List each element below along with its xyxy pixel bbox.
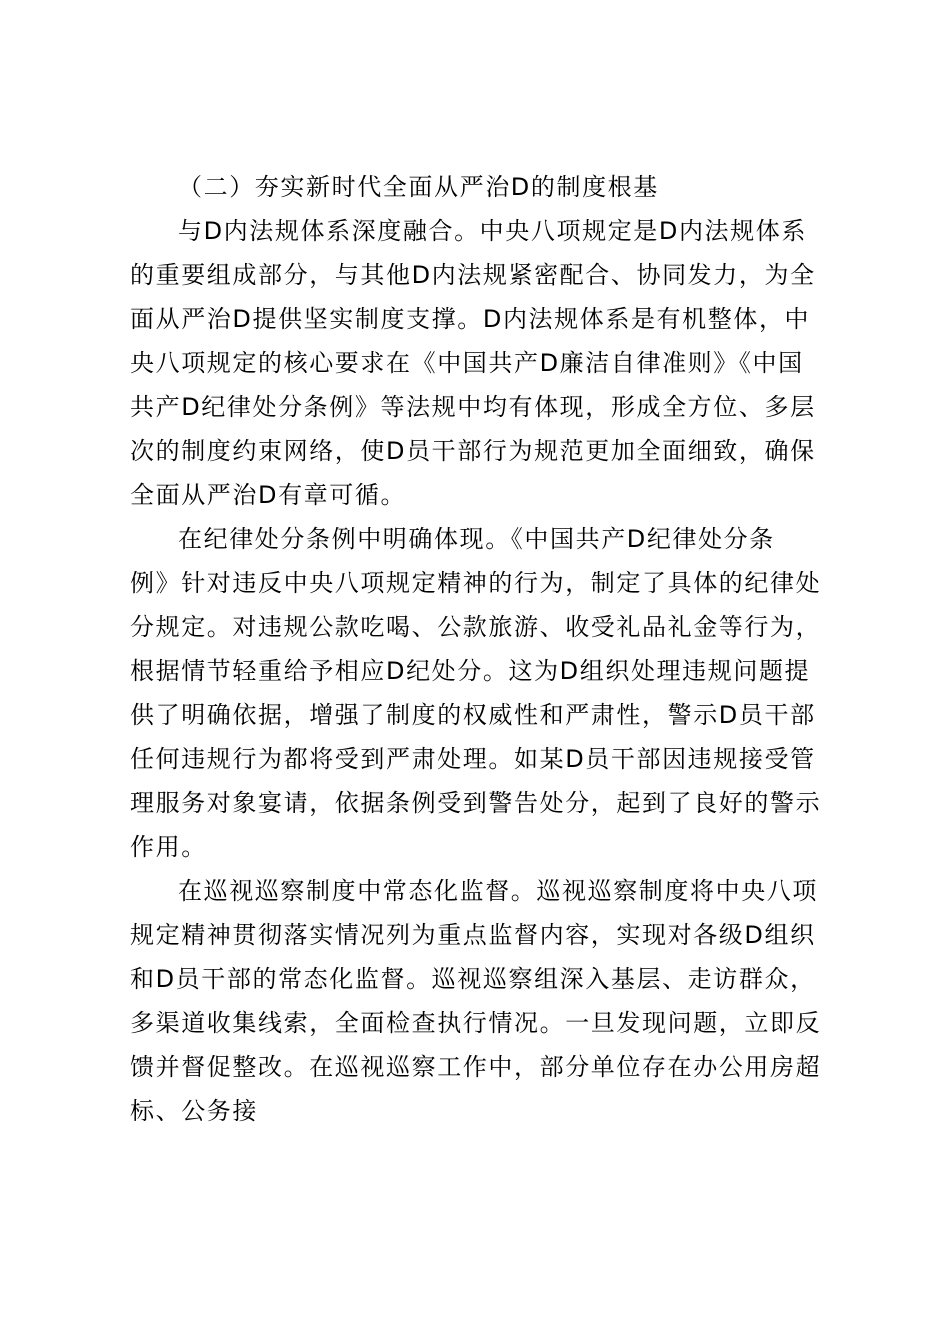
paragraph-line: 央八项规定的核心要求在《中国共产D廉洁自律准则》《中国: [130, 349, 804, 377]
paragraph-disciplinary-regulations: [130, 517, 834, 869]
paragraph-line: 供了明确依据，增强了制度的权威性和严肃性，警示D员干部: [130, 701, 816, 729]
document-page: [130, 165, 834, 1133]
paragraph-line: 标、公务接: [130, 1097, 258, 1125]
paragraph-line: 面从严治D提供坚实制度支撑。D内法规体系是有机整体，中: [130, 305, 811, 333]
paragraph-inspection-system: [130, 869, 834, 1133]
paragraph-line: 共产D纪律处分条例》等法规中均有体现，形成全方位、多层: [130, 393, 816, 421]
paragraph-line: 多渠道收集线索，全面检查执行情况。一旦发现问题，立即反: [130, 1009, 822, 1037]
paragraph-line: 和D员干部的常态化监督。巡视巡察组深入基层、走访群众，: [130, 965, 816, 993]
paragraph-line: 分规定。对违规公款吃喝、公款旅游、收受礼品礼金等行为，: [130, 613, 822, 641]
paragraph-line: 在纪律处分条例中明确体现。《中国共产D纪律处分条: [178, 525, 775, 553]
paragraph-line: 与D内法规体系深度融合。中央八项规定是D内法规体系: [178, 217, 807, 245]
paragraph-line: 理服务对象宴请，依据条例受到警告处分，起到了良好的警示: [130, 789, 822, 817]
paragraph-line: 规定精神贯彻落实情况列为重点监督内容，实现对各级D组织: [130, 921, 816, 949]
paragraph-line: 次的制度约束网络，使D员干部行为规范更加全面细致，确保: [130, 437, 816, 465]
paragraph-line: 的重要组成部分，与其他D内法规紧密配合、协同发力，为全: [130, 261, 816, 289]
paragraph-line: 在巡视巡察制度中常态化监督。巡视巡察制度将中央八项: [178, 877, 818, 905]
section-heading: （二）夯实新时代全面从严治D的制度根基: [178, 173, 659, 201]
paragraph-line: 任何违规行为都将受到严肃处理。如某D员干部因违规接受管: [130, 745, 816, 773]
paragraph-line: 例》针对违反中央八项规定精神的行为，制定了具体的纪律处: [130, 569, 822, 597]
paragraph-party-regulations: [130, 209, 834, 517]
paragraph-line: 馈并督促整改。在巡视巡察工作中，部分单位存在办公用房超: [130, 1053, 822, 1081]
paragraph-line: 作用。: [130, 833, 207, 861]
paragraph-line: 全面从严治D有章可循。: [130, 481, 407, 509]
paragraph-line: 根据情节轻重给予相应D纪处分。这为D组织处理违规问题提: [130, 657, 811, 685]
